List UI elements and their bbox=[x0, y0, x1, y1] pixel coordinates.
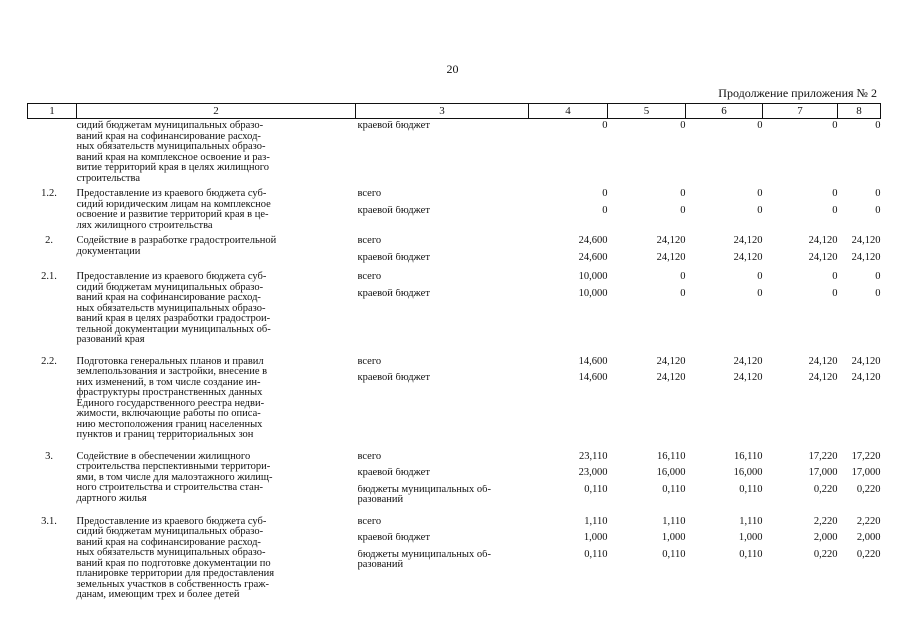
item-number: 2. bbox=[45, 235, 53, 246]
amount-value: 23,000 bbox=[578, 467, 608, 478]
year-value-cell bbox=[529, 452, 608, 517]
amount-value: 10,000 bbox=[578, 287, 608, 299]
item-number bbox=[28, 119, 77, 190]
description-line: Предоставление из краевого бюджета суб- bbox=[76, 188, 267, 199]
year-value-cell bbox=[838, 236, 881, 272]
amount-value: 16,110 bbox=[657, 450, 686, 462]
description-line: Подготовка генеральных планов и правил bbox=[76, 355, 264, 367]
table-row bbox=[28, 272, 881, 357]
funding-source-label: краевой бюджет bbox=[357, 373, 430, 383]
description-line: земельных участков в собственность граж- bbox=[76, 578, 270, 590]
amount-value: 24,600 bbox=[578, 235, 608, 246]
item-number: 1.2. bbox=[41, 188, 57, 199]
description-line: сидий юридическим лицам на комплексное bbox=[76, 198, 271, 210]
funding-source bbox=[356, 272, 529, 357]
amount-value: 24,120 bbox=[808, 251, 838, 263]
funding-source-label: бюджеты муниципальных об- bbox=[357, 549, 491, 560]
funding-source bbox=[356, 357, 529, 452]
item-description bbox=[77, 357, 356, 452]
item-number: 3. bbox=[45, 450, 53, 462]
year-value-cell bbox=[763, 236, 838, 272]
funding-source-label: всего bbox=[357, 236, 382, 246]
amount-value: 0 bbox=[757, 120, 763, 131]
year-value-cell bbox=[608, 236, 686, 272]
funding-source-label: всего bbox=[357, 356, 382, 367]
amount-value: 24,120 bbox=[808, 235, 838, 246]
column-header: 1 bbox=[28, 104, 77, 119]
amount-value: 2,000 bbox=[813, 532, 838, 543]
funding-source-label: всего bbox=[357, 516, 382, 527]
column-header: 6 bbox=[686, 104, 763, 119]
amount-value: 14,600 bbox=[578, 372, 608, 383]
amount-value: 24,120 bbox=[656, 235, 686, 246]
amount-value: 0 bbox=[757, 271, 763, 282]
amount-value: 0 bbox=[680, 204, 686, 216]
year-value-cell bbox=[838, 272, 881, 357]
amount-value: 17,000 bbox=[808, 467, 838, 478]
year-value-cell bbox=[838, 357, 881, 452]
description-line: сидий бюджетам муниципальных образо- bbox=[76, 281, 264, 293]
amount-value: 2,220 bbox=[856, 515, 881, 527]
description-line: них изменений, в том числе создание ин- bbox=[76, 376, 261, 388]
amount-value: 24,120 bbox=[851, 235, 881, 246]
amount-value: 0 bbox=[832, 287, 838, 299]
item-number: 2.1. bbox=[41, 271, 57, 282]
amount-value: 17,220 bbox=[808, 450, 838, 462]
column-header: 5 bbox=[608, 104, 686, 119]
description-line: ваний края на софинансирование расход- bbox=[76, 536, 261, 548]
description-line: освоение и развитие территорий края в це- bbox=[76, 209, 269, 220]
description-line: тельной документации муниципальных об- bbox=[76, 323, 271, 335]
description-line: ваний края на софинансирование расход- bbox=[76, 130, 261, 142]
amount-value: 0 bbox=[875, 204, 881, 216]
amount-value: 1,110 bbox=[584, 515, 608, 527]
description-line: строительства bbox=[76, 172, 141, 184]
description-line: сидий бюджетам муниципальных образо- bbox=[76, 526, 264, 537]
amount-value: 24,120 bbox=[656, 355, 686, 367]
item-description bbox=[77, 189, 356, 236]
amount-value: 0,220 bbox=[856, 483, 881, 495]
amount-value: 24,120 bbox=[733, 235, 763, 246]
funding-source bbox=[356, 452, 529, 517]
table-row bbox=[28, 189, 881, 236]
amount-value: 0,110 bbox=[739, 483, 763, 495]
funding-source-label: краевой бюджет bbox=[357, 288, 430, 299]
amount-value: 24,120 bbox=[851, 355, 881, 367]
year-value-cell bbox=[608, 357, 686, 452]
year-value-cell bbox=[686, 272, 763, 357]
table-body bbox=[28, 119, 881, 606]
amount-value: 24,120 bbox=[656, 251, 686, 263]
funding-source-label: разований bbox=[357, 495, 404, 505]
amount-value: 2,000 bbox=[856, 532, 881, 543]
amount-value: 0 bbox=[875, 287, 881, 299]
description-line: ных обязательств муниципальных образо- bbox=[76, 302, 266, 314]
year-value-cell bbox=[608, 119, 686, 190]
description-line: ных обязательств муниципальных образо- bbox=[76, 141, 266, 152]
funding-source-label: бюджеты муниципальных об- bbox=[357, 484, 491, 495]
amount-value: 0 bbox=[680, 287, 686, 299]
amount-value: 16,000 bbox=[656, 467, 686, 478]
item-description bbox=[77, 236, 356, 272]
amount-value: 2,220 bbox=[813, 515, 838, 527]
year-value-cell bbox=[686, 357, 763, 452]
funding-source bbox=[356, 119, 529, 190]
year-value-cell bbox=[838, 119, 881, 190]
amount-value: 17,220 bbox=[851, 450, 881, 462]
amount-value: 0,220 bbox=[813, 483, 838, 495]
year-value-cell bbox=[763, 272, 838, 357]
item-description bbox=[77, 517, 356, 606]
amount-value: 1,110 bbox=[662, 515, 686, 527]
amount-value: 0,110 bbox=[584, 483, 608, 495]
description-line: ями, в том числе для малоэтажного жилищ- bbox=[76, 471, 273, 483]
item-description bbox=[77, 272, 356, 357]
amount-value: 1,000 bbox=[583, 532, 608, 543]
amount-value: 0 bbox=[875, 120, 881, 131]
amount-value: 24,120 bbox=[733, 372, 763, 383]
amount-value: 0,110 bbox=[739, 548, 763, 560]
description-line: жимости, включающие работы по описа- bbox=[76, 408, 261, 419]
amount-value: 0 bbox=[832, 120, 838, 131]
year-value-cell bbox=[686, 189, 763, 236]
year-value-cell bbox=[838, 189, 881, 236]
amount-value: 0 bbox=[680, 271, 686, 282]
description-line: ваний края в целях разработки градострои- bbox=[76, 313, 271, 324]
year-value-cell bbox=[763, 517, 838, 606]
amount-value: 0 bbox=[602, 204, 608, 216]
year-value-cell bbox=[608, 452, 686, 517]
amount-value: 24,120 bbox=[733, 251, 763, 263]
funding-source-label: всего bbox=[357, 272, 382, 282]
column-header: 4 bbox=[529, 104, 608, 119]
amount-value: 16,000 bbox=[733, 467, 763, 478]
amount-value: 0 bbox=[602, 120, 608, 131]
amount-value: 0,110 bbox=[584, 548, 608, 560]
description-line: планировке территории для предоставления bbox=[76, 568, 275, 579]
amount-value: 0 bbox=[602, 188, 608, 199]
amount-value: 0 bbox=[757, 188, 763, 199]
year-value-cell bbox=[763, 119, 838, 190]
amount-value: 16,110 bbox=[734, 450, 763, 462]
funding-source-label: краевой бюджет bbox=[357, 252, 430, 263]
funding-source-label: краевой бюджет bbox=[357, 468, 430, 478]
amount-value: 0 bbox=[832, 204, 838, 216]
description-line: сидий бюджетам муниципальных образо- bbox=[76, 120, 264, 131]
amount-value: 0,220 bbox=[813, 548, 838, 560]
description-line: документации bbox=[76, 245, 141, 257]
description-line: Содействие в обеспечении жилищного bbox=[76, 450, 251, 462]
year-value-cell bbox=[529, 272, 608, 357]
year-value-cell bbox=[529, 517, 608, 606]
amount-value: 0,220 bbox=[856, 548, 881, 560]
description-line: землепользования и застройки, внесение в bbox=[76, 366, 268, 377]
year-value-cell bbox=[686, 236, 763, 272]
description-line: дартного жилья bbox=[76, 492, 147, 504]
table-row bbox=[28, 357, 881, 452]
item-number: 3.1. bbox=[41, 515, 57, 527]
year-value-cell bbox=[763, 357, 838, 452]
description-line: строительства перспективными территори- bbox=[76, 461, 271, 472]
amount-value: 0 bbox=[875, 188, 881, 199]
year-value-cell bbox=[529, 357, 608, 452]
year-value-cell bbox=[529, 189, 608, 236]
funding-source bbox=[356, 189, 529, 236]
amount-value: 0,110 bbox=[662, 548, 686, 560]
amount-value: 0 bbox=[757, 287, 763, 299]
amount-value: 23,110 bbox=[579, 450, 608, 462]
amount-value: 24,120 bbox=[851, 251, 881, 263]
funding-source-label: всего bbox=[357, 451, 382, 462]
description-line: витие территорий края в целях жилищного bbox=[76, 162, 270, 173]
table-row bbox=[28, 119, 881, 190]
funding-source-label: разований bbox=[357, 560, 404, 570]
amount-value: 0,110 bbox=[662, 483, 686, 495]
column-header: 3 bbox=[356, 104, 529, 119]
amount-value: 0 bbox=[680, 120, 686, 131]
amount-value: 0 bbox=[680, 188, 686, 199]
table-row bbox=[28, 517, 881, 606]
table-row bbox=[28, 236, 881, 272]
funding-source-label: краевой бюджет bbox=[357, 533, 430, 543]
amount-value: 0 bbox=[832, 188, 838, 199]
description-line: нию местоположения границ населенных bbox=[76, 418, 263, 430]
funding-source bbox=[356, 236, 529, 272]
amount-value: 24,120 bbox=[733, 355, 763, 367]
column-header: 2 bbox=[77, 104, 356, 119]
year-value-cell bbox=[686, 119, 763, 190]
funding-source-label: краевой бюджет bbox=[357, 121, 430, 131]
description-line: фраструктуры пространственных данных bbox=[76, 387, 263, 398]
amount-value: 24,120 bbox=[808, 355, 838, 367]
appendix-table bbox=[27, 103, 881, 606]
year-value-cell bbox=[838, 452, 881, 517]
amount-value: 24,120 bbox=[808, 372, 838, 383]
column-header: 8 bbox=[838, 104, 881, 119]
amount-value: 0 bbox=[875, 271, 881, 282]
amount-value: 24,600 bbox=[578, 251, 608, 263]
item-description bbox=[77, 119, 356, 190]
amount-value: 0 bbox=[757, 204, 763, 216]
description-line: ваний края на софинансирование расход- bbox=[76, 292, 261, 303]
amount-value: 14,600 bbox=[578, 355, 608, 367]
column-number-header-row bbox=[28, 104, 881, 119]
description-line: лях жилищного строительства bbox=[76, 219, 213, 231]
amount-value: 1,000 bbox=[661, 532, 686, 543]
year-value-cell bbox=[763, 189, 838, 236]
description-line: ных обязательств муниципальных образо- bbox=[76, 547, 266, 558]
description-line: ного строительства и строительства стан- bbox=[76, 482, 263, 493]
amount-value: 1,110 bbox=[739, 515, 763, 527]
description-line: ваний края на комплексное освоение и раз- bbox=[76, 151, 270, 163]
description-line: Единого государственного реестра недви- bbox=[76, 397, 265, 409]
amount-value: 10,000 bbox=[578, 271, 608, 282]
funding-source-label: всего bbox=[357, 189, 382, 199]
description-line: разований края bbox=[76, 334, 145, 345]
year-value-cell bbox=[608, 272, 686, 357]
description-line: пунктов и границ территориальных зон bbox=[76, 429, 254, 440]
continuation-label: Продолжение приложения № 2 bbox=[718, 86, 877, 100]
year-value-cell bbox=[686, 452, 763, 517]
year-value-cell bbox=[686, 517, 763, 606]
year-value-cell bbox=[529, 119, 608, 190]
year-value-cell bbox=[608, 189, 686, 236]
amount-value: 17,000 bbox=[851, 467, 881, 478]
year-value-cell bbox=[529, 236, 608, 272]
table-row bbox=[28, 452, 881, 517]
funding-source-label: краевой бюджет bbox=[357, 205, 430, 216]
column-header: 7 bbox=[763, 104, 838, 119]
description-line: Предоставление из краевого бюджета суб- bbox=[76, 515, 267, 527]
page-number: 20 bbox=[446, 62, 459, 76]
funding-source bbox=[356, 517, 529, 606]
amount-value: 24,120 bbox=[851, 372, 881, 383]
description-line: Содействие в разработке градостроительной bbox=[76, 235, 277, 246]
year-value-cell bbox=[838, 517, 881, 606]
item-number: 2.2. bbox=[41, 355, 57, 367]
amount-value: 24,120 bbox=[656, 372, 686, 383]
year-value-cell bbox=[763, 452, 838, 517]
description-line: Предоставление из краевого бюджета суб- bbox=[76, 271, 267, 282]
amount-value: 0 bbox=[832, 271, 838, 282]
amount-value: 1,000 bbox=[738, 532, 763, 543]
year-value-cell bbox=[608, 517, 686, 606]
description-line: данам, имеющим трех и более детей bbox=[76, 589, 240, 600]
description-line: ваний края по подготовке документации по bbox=[76, 557, 271, 569]
item-description bbox=[77, 452, 356, 517]
